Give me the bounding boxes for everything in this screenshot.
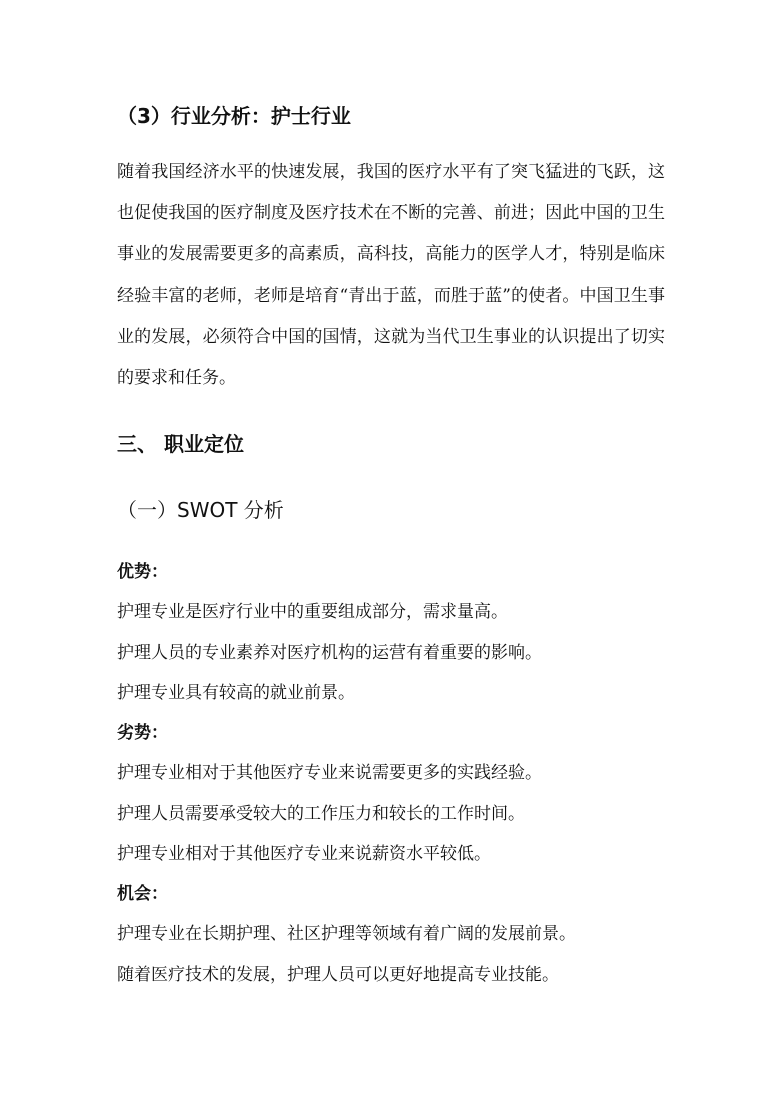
opportunity-item: 随着医疗技术的发展，护理人员可以更好地提高专业技能。 <box>117 965 559 985</box>
heading-swot-analysis: （一）SWOT 分析 <box>117 498 284 522</box>
heading-career-positioning: 三、 职业定位 <box>117 432 244 456</box>
strength-item: 护理专业具有较高的就业前景。 <box>117 683 355 703</box>
opportunities-label: 机会： <box>117 884 168 904</box>
weaknesses-label: 劣势： <box>117 723 168 743</box>
weakness-item: 护理人员需要承受较大的工作压力和较长的工作时间。 <box>117 804 525 824</box>
heading-industry-analysis: （3）行业分析：护士行业 <box>117 104 351 128</box>
opportunity-item: 护理专业在长期护理、社区护理等领域有着广阔的发展前景。 <box>117 924 576 944</box>
strength-item: 护理专业是医疗行业中的重要组成部分，需求量高。 <box>117 602 508 622</box>
industry-paragraph: 随着我国经济水平的快速发展，我国的医疗水平有了突飞猛进的飞跃，这也促使我国的医疗制度及医疗技术在不断的完善、前进；因此中国的卫生事业的发展需要更多的高素质，高科技，高能力的医学人才，特别是临床经验丰富的老师，老师是培育“青出于蓝，而胜于蓝”的使者。中国卫生事业的发展，必须符合中国的国情，这就为当代卫生事业的认识提出了切实的要求和任务。 <box>117 162 665 389</box>
weakness-item: 护理专业相对于其他医疗专业来说需要更多的实践经验。 <box>117 763 542 783</box>
strengths-label: 优势： <box>117 562 168 582</box>
strength-item: 护理人员的专业素养对医疗机构的运营有着重要的影响。 <box>117 643 542 663</box>
weakness-item: 护理专业相对于其他医疗专业来说薪资水平较低。 <box>117 844 491 864</box>
